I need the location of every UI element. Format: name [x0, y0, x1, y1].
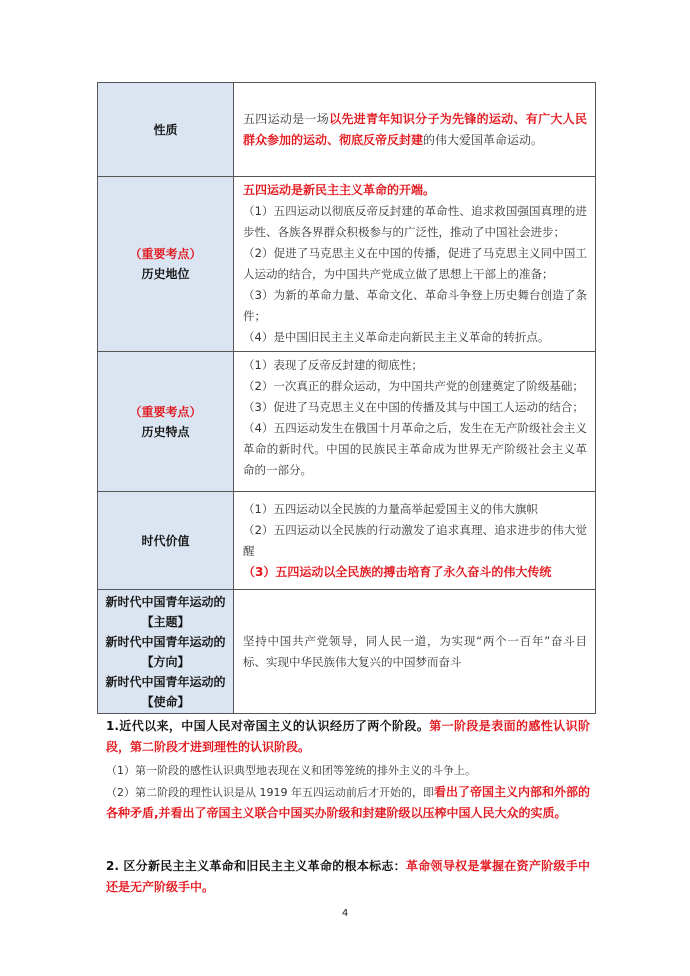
text: （2）第二阶段的理性认识是从 1919 年五四运动前后才开始的，即 [106, 786, 434, 799]
row-content [234, 352, 596, 492]
label-line: 新时代中国青年运动的 [105, 594, 226, 609]
emphasis-item: （3）五四运动以全民族的搏击培育了永久奋斗的伟大传统 [243, 564, 552, 579]
list-item: （1）五四运动以全民族的力量高举起爱国主义的伟大旗帜 [243, 501, 538, 516]
paragraph-lead: 1.近代以来，中国人民对帝国主义的认识经历了两个阶段。 [106, 719, 430, 733]
row-nature [98, 83, 596, 177]
list-item: （1）五四运动以彻底反帝反封建的革命性、追求救国强国真理的进步性、各族各界群众积极参与的广泛性，推动了中国社会进步； [243, 204, 587, 239]
emphasis-text: 以先进青年知识分子为先锋的运动、有广大人民群众参加的运动、彻底反帝反封建 [243, 111, 587, 147]
summary-table [97, 82, 596, 714]
paragraph-1-sub-2 [106, 782, 590, 824]
paragraph-emphasis: 第一阶段是表面的感性认识阶段，第二阶段才进到理性的认识阶段。 [106, 719, 590, 754]
list-item: （4）五四运动发生在俄国十月革命之后，发生在无产阶级社会主义革命的新时代。中国的民族民主革命成为世界无产阶级社会主义革命的一部分。 [243, 421, 587, 477]
paragraph-emphasis: 革命领导权是掌握在资产阶级手中还是无产阶级手中。 [106, 859, 590, 894]
label-line: 【主题】 [141, 614, 190, 629]
text: 的伟大爱国革命运动。 [423, 132, 544, 147]
key-point-tag: （重要考点） [129, 404, 202, 419]
paragraph-1 [106, 716, 590, 758]
list-item: （3）为新的革命力量、革命文化、革命斗争登上历史舞台创造了条件； [243, 288, 587, 323]
headline: 五四运动是新民主主义革命的开端。 [243, 183, 436, 197]
page-number: 4 [341, 908, 349, 919]
list-item: （2）一次真正的群众运动，为中国共产党的创建奠定了阶级基础； [243, 379, 584, 393]
list-item: （2）五四运动以全民族的行动激发了追求真理、追求进步的伟大觉醒 [243, 522, 587, 558]
label-line: 新时代中国青年运动的 [105, 674, 226, 689]
row-label-cell [98, 352, 234, 492]
paragraph-1-sub-1: （1）第一阶段的感性认识典型地表现在义和团等笼统的排外主义的斗争上。 [106, 764, 476, 777]
row-label: 性质 [98, 83, 234, 177]
key-point-tag: （重要考点） [129, 247, 202, 261]
row-historical-status [98, 177, 596, 352]
row-label: 历史地位 [141, 267, 190, 281]
row-content [234, 492, 596, 590]
text: 五四运动是一场 [243, 111, 330, 126]
row-label-cell [98, 590, 234, 714]
paragraph-emphasis: 看出了帝国主义内部和外部的各种矛盾,并看出了帝国主义联合中国买办阶级和封建阶级以压榨中国人民大众的实质。 [106, 785, 590, 820]
row-content [234, 83, 596, 177]
list-item: （3）促进了马克思主义在中国的传播及其与中国工人运动的结合； [243, 400, 584, 414]
label-line: 【使命】 [141, 694, 190, 709]
list-item: （4）是中国旧民主主义革命走向新民主主义革命的转折点。 [243, 330, 550, 344]
row-youth-movement [98, 590, 596, 714]
label-line: 【方向】 [141, 654, 190, 669]
row-label: 时代价值 [98, 492, 234, 590]
label-line: 新时代中国青年运动的 [105, 634, 226, 649]
row-label: 历史特点 [141, 424, 190, 439]
row-label-cell [98, 177, 234, 352]
paragraph-2 [106, 856, 590, 898]
row-era-value [98, 492, 596, 590]
row-content [234, 177, 596, 352]
row-content: 坚持中国共产党领导，同人民一道，为实现“两个一百年”奋斗目标、实现中华民族伟大复兴的中国梦而奋斗 [234, 590, 596, 714]
list-item: （2）促进了马克思主义在中国的传播，促进了马克思主义同中国工人运动的结合，为中国共产党成立做了思想上干部上的准备； [243, 246, 587, 281]
paragraph-lead: 2. 区分新民主主义革命和旧民主主义革命的根本标志： [106, 859, 406, 873]
row-historical-features [98, 352, 596, 492]
list-item: （1）表现了反帝反封建的彻底性； [243, 358, 423, 372]
